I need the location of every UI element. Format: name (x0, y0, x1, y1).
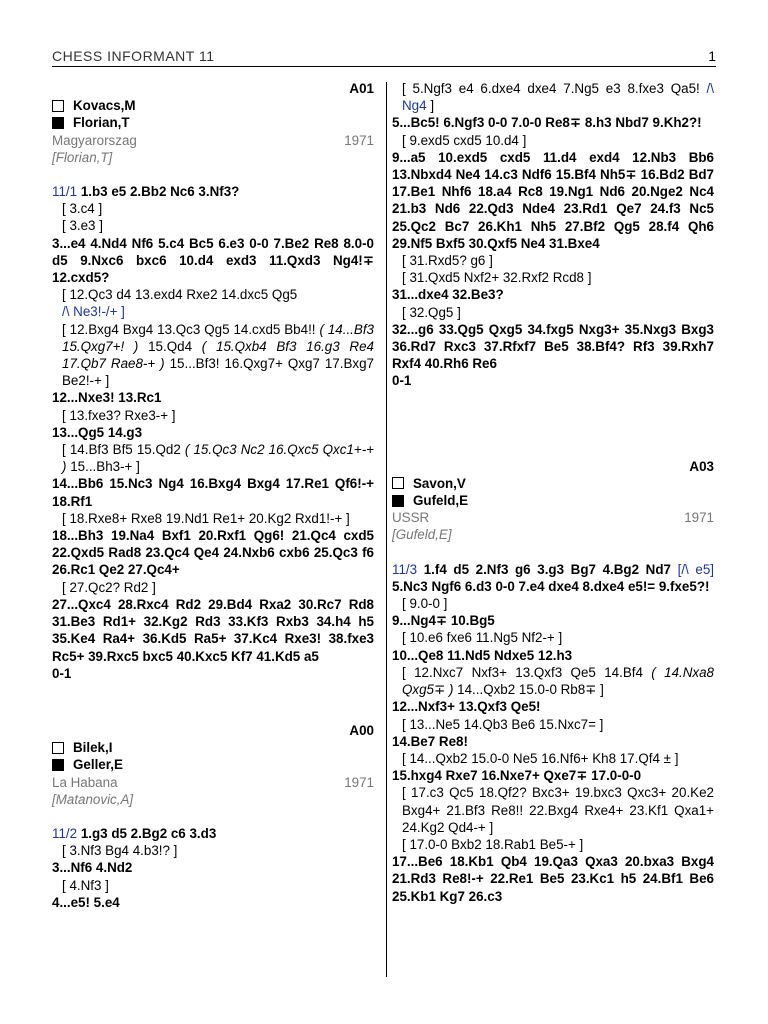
left-column (52, 80, 374, 911)
event-line (52, 132, 374, 149)
move-text: 14.Be7 Re8! (392, 733, 468, 749)
event-line (52, 774, 374, 791)
annotator: [Florian,T] (52, 149, 113, 165)
variation: [ 12.Qc3 d4 13.exd4 Rxe2 14.dxc5 Qg5 /\ Ne3!-/+ ] (62, 287, 298, 320)
black-square-icon (52, 117, 64, 129)
variation: [ 10.e6 fxe6 11.Ng5 Nf2-+ ] (402, 630, 563, 646)
variation: [ 12.Nxc7 Nxf3+ 13.Qxf3 Qe5 14.Bf4 ( 14.Nxa8 Qxg5∓ ) 14...Qxb2 15.0-0 Rb8∓ ] (402, 664, 714, 698)
move-text: 10...Qe8 11.Nd5 Ndxe5 12.h3 (392, 647, 573, 663)
move-text: 5...Bc5! 6.Ngf3 0-0 7.0-0 Re8∓ 8.h3 Nbd7 9.Kh2?! (392, 115, 702, 131)
white-player-name: Kovacs,M (73, 98, 136, 114)
variation: [ 31.Qxd5 Nxf2+ 32.Rxf2 Rcd8 ] (402, 270, 592, 286)
variation: [ 3.c4 ] (62, 201, 103, 217)
variation: [ 32.Qg5 ] (402, 304, 461, 320)
move-text: 11/3 1.f4 d5 2.Nf3 g6 3.g3 Bg7 4.Bg2 Nd7 [/\ e5] 5.Nc3 Ngf6 6.d3 0-0 7.e4 dxe4 8.dxe4 e5!= 9.fxe5?! (392, 561, 714, 594)
variation: [ 9.exd5 cxd5 10.d4 ] (402, 132, 527, 148)
white-player (52, 97, 374, 114)
move-text: 27...Qxc4 28.Rxc4 Rd2 29.Bd4 Rxa2 30.Rc7 Rd8 31.Be3 Rd1+ 32.Kg2 Rd3 33.Kf3 Rxb3 34.h4 h5 35.Ke4 Ra4+ 36.Kd5 Ra5+ 37.Kc4 Rxe3! 38.fxe3 Rc5+ 39.Rxc5 bxc5 40.Kxc5 Kf7 41.Kd5 a5 (52, 596, 374, 664)
variation: [ 14.Bf3 Bf5 15.Qd2 ( 15.Qc3 Nc2 16.Qxc5 Qxc1+-+ ) 15...Bh3-+ ] (62, 442, 374, 475)
white-square-icon (392, 477, 404, 489)
game-block (52, 80, 374, 682)
white-player-name: Bilek,I (73, 740, 113, 756)
eco-code: A03 (689, 458, 714, 474)
annotator: [Matanovic,A] (52, 791, 134, 807)
variation: [ 18.Rxe8+ Rxe8 19.Nd1 Re1+ 20.Kg2 Rxd1!-+ ] (62, 510, 350, 526)
move-text: 9...a5 10.exd5 cxd5 11.d4 exd4 12.Nb3 Bb6 13.Nbxd4 Ne4 14.c3 Ndf6 15.Bf4 Nh5∓ 16.Bd2 Bd7 17.Be1 Nhf6 18.a4 Rc8 19.Ng1 Nd6 20.Nge2 Nc4 21.b3 Nd6 22.Qd3 Nde4 23.Rd1 Qe7 24.f3 Nc5 25.Qc2 Bc7 26.Kh1 Nh5 27.Bf2 Qg5 28.f4 Qh6 29.Nf5 Bxf5 30.Qxf5 Ne4 31.Bxe4 (392, 149, 714, 251)
variation: [ 3.Nf3 Bg4 4.b3!? ] (62, 843, 178, 859)
black-square-icon (52, 759, 64, 771)
variation: [ 13.fxe3? Rxe3-+ ] (62, 407, 176, 423)
black-player-name: Florian,T (73, 115, 130, 131)
eco-code: A00 (349, 722, 374, 738)
variation: [ 14...Qxb2 15.0-0 Ne5 16.Nf6+ Kh8 17.Qf4 ± ] (402, 750, 679, 766)
annotator: [Gufeld,E] (392, 527, 452, 543)
event-year: 1971 (344, 132, 374, 148)
page-header (52, 48, 716, 67)
event-venue: Magyarorszag (52, 132, 137, 148)
variation: [ 9.0-0 ] (402, 596, 448, 612)
move-text: 3...e4 4.Nd4 Nf6 5.c4 Bc5 6.e3 0-0 7.Be2 Re8 8.0-0 d5 9.Nxc6 bxc6 10.d4 exd3 11.Qxd3 Ng4!∓ 12.cxd5? (52, 235, 374, 286)
variation: [ 12.Bxg4 Bxg4 13.Qc3 Qg5 14.cxd5 Bb4!! ( 14...Bf3 15.Qxg7+! ) 15.Qd4 ( 15.Qxb4 Bf3 16.g3 Re4 17.Qb7 Rae8-+ ) 15...Bf3! 16.Qxg7+ Qxg7 17.Bxg7 Be2!-+ ] (62, 321, 374, 389)
move-text: 32...g6 33.Qg5 Qxg5 34.fxg5 Nxg3+ 35.Nxg3 Bxg3 36.Rd7 Rxc3 37.Rfxf7 Be5 38.Bf4? Rf3 39.Rxh7 Rxf4 40.Rh6 Re6 (392, 321, 714, 372)
game-number: 11/2 (52, 825, 78, 841)
game-number: 11/1 (52, 184, 78, 200)
event-year: 1971 (684, 510, 714, 526)
game-block (392, 458, 714, 905)
white-square-icon (52, 742, 64, 754)
right-column (392, 80, 714, 905)
page-number: 1 (708, 48, 716, 64)
move-text: 17...Be6 18.Kb1 Qb4 19.Qa3 Qxa3 20.bxa3 Bxg4 21.Rd3 Re8!-+ 22.Re1 Be5 23.Kc1 h5 24.Bf1 Be6 25.Kb1 Kg7 26.c3 (392, 854, 714, 904)
game-block-continued (392, 80, 714, 390)
black-player-name: Geller,E (73, 757, 123, 773)
move-text: 9...Ng4∓ 10.Bg5 (392, 613, 495, 629)
event-line (392, 509, 714, 526)
move-text: 18...Bh3 19.Na4 Bxf1 20.Rxf1 Qg6! 21.Qc4 cxd5 22.Qxd5 Rad8 23.Qc4 Qe4 24.Nxb6 cxb6 25.Qc3 f6 26.Rc1 Qe2 27.Qc4+ (52, 528, 374, 578)
move-text: 11/2 1.g3 d5 2.Bg2 c6 3.d3 (52, 825, 217, 841)
game-number: 11/3 (392, 561, 418, 577)
variation: [ 5.Ngf3 e4 6.dxe4 dxe4 7.Ng5 e3 8.fxe3 Qa5! /\ Ng4 ] (402, 81, 714, 114)
event-venue: USSR (392, 510, 430, 526)
black-player (392, 492, 714, 509)
variation: [ 13...Ne5 14.Qb3 Be6 15.Nxc7= ] (402, 716, 604, 732)
event-year: 1971 (344, 774, 374, 790)
move-text: 12...Nxf3+ 13.Qxf3 Qe5! (392, 699, 541, 715)
move-text: 13...Qg5 14.g3 (52, 424, 143, 440)
move-text: 4...e5! 5.e4 (52, 894, 120, 910)
variation: [ 31.Rxd5? g6 ] (402, 253, 493, 269)
move-text: 31...dxe4 32.Be3? (392, 287, 504, 303)
black-player-name: Gufeld,E (413, 493, 469, 509)
event-venue: La Habana (52, 774, 118, 790)
game-result: 0-1 (52, 665, 72, 681)
column-divider (386, 82, 387, 977)
eco-code: A01 (349, 81, 374, 96)
move-text: 11/1 1.b3 e5 2.Bb2 Nc6 3.Nf3? (52, 184, 240, 200)
variation: [ 3.e3 ] (62, 218, 103, 234)
white-player-name: Savon,V (413, 475, 466, 491)
game-result: 0-1 (392, 373, 412, 389)
variation: [ 4.Nf3 ] (62, 877, 109, 893)
variation: [ 17.c3 Qc5 18.Qf2? Bxc3+ 19.bxc3 Qxc3+ 20.Ke2 Bxg4+ 21.Bf3 Re8!! 22.Bxg4 Rxe4+ 23.Kf1 Qxa1+ 24.Kg2 Qd4-+ ] (402, 785, 714, 835)
variation: [ 27.Qc2? Rd2 ] (62, 579, 156, 595)
move-text: 12...Nxe3! 13.Rc1 (52, 390, 162, 406)
move-text: 3...Nf6 4.Nd2 (52, 860, 133, 876)
black-player (52, 756, 374, 773)
publication-title: CHESS INFORMANT 11 (52, 48, 215, 64)
variation: [ 17.0-0 Bxb2 18.Rab1 Be5-+ ] (402, 836, 584, 852)
white-player (392, 475, 714, 492)
move-text: 15.hxg4 Rxe7 16.Nxe7+ Qxe7∓ 17.0-0-0 (392, 768, 642, 784)
black-square-icon (392, 495, 404, 507)
game-block (52, 722, 374, 911)
black-player (52, 114, 374, 131)
white-player (52, 739, 374, 756)
white-square-icon (52, 100, 64, 112)
move-text: 14...Bb6 15.Nc3 Ng4 16.Bxg4 Bxg4 17.Re1 Qf6!-+ 18.Rf1 (52, 476, 374, 509)
